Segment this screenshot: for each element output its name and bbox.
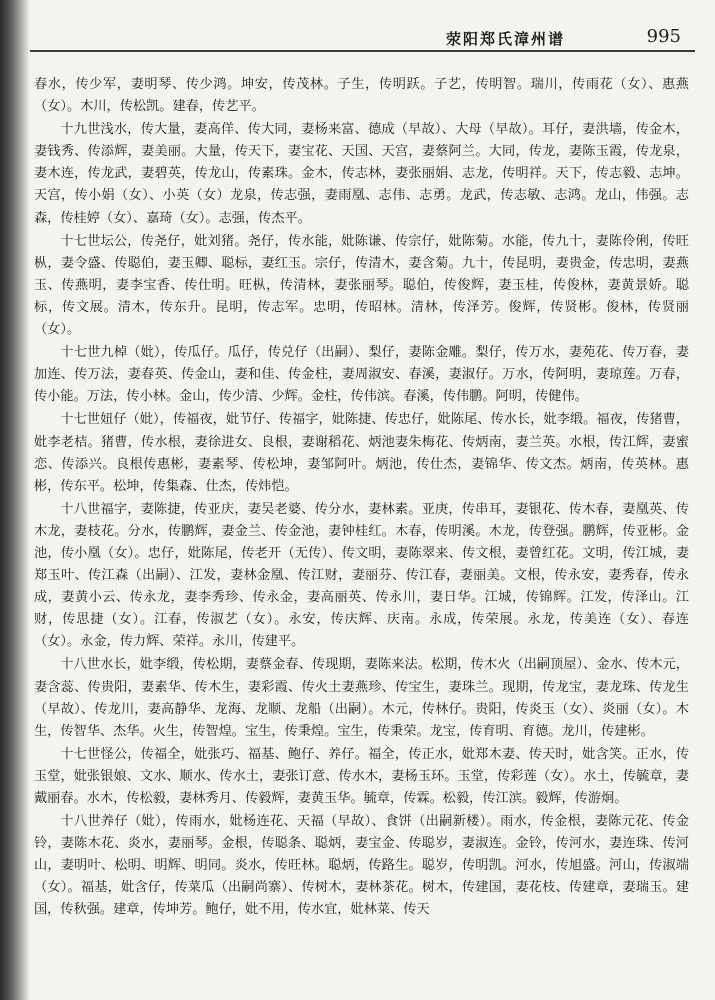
page-header: [30, 22, 695, 62]
page-number: 995: [646, 26, 681, 47]
paragraph: 十七世怪公，传福全，妣张巧、福基、鲍仔、养仔。福全，传正水，妣郑木妻、传天时，妣含笑。正水，传玉堂，妣张银娘、文水、顺水、传水土，妻张订意、传水木，妻杨玉环。玉堂，传彩莲（女）。水土，传毓章，妻戴丽春。水木，传松毅，妻林秀月、传毅辉，妻黄玉华。毓章，传霖。松毅，传江滨。毅辉，传游炯。: [34, 746, 689, 806]
page-body: [34, 74, 689, 990]
header-rule: [30, 50, 695, 52]
paragraph: 十七世九棹（妣），传瓜仔。瓜仔，传兑仔（出嗣）、梨仔，妻陈金雕。梨仔，传万水，妻苑花、传万春，妻加连、传万法，妻春英、传金山，妻和佳、传金柱，妻周淑安、春溪，妻淑仔。万水，传阿明，妻琼莲。万春，传小能。万法，传小林。金山，传少清、少辉。金柱，传伟滨。春溪，传伟鹏。阿明，传健伟。: [34, 345, 689, 405]
paragraph: 十七世妞仔（妣），传福夜，妣节仔、传福字，妣陈捷、传忠仔，妣陈尾、传水长，妣李缎。福夜，传猪曹，妣李老桔。猪曹，传水根，妻徐进女、良根，妻谢稻花、炳池妻朱梅花、传炳南，妻兰英。水根，传江辉，妻蜜恋、传添兴。良根传惠彬，妻素琴、传松坤，妻邹阿叶。炳池，传仕杰，妻锦华、传文杰。炳南，传英林。惠彬，传东平。松坤，传集森、仕杰，传炜恺。: [34, 412, 689, 494]
paragraph: 十八世福字，妻陈捷，传亚庆，妻吴老婆、传分水，妻林素。亚庚，传串耳，妻银花、传木春，妻凰英、传木龙，妻枝花。分水，传鹏辉，妻金兰、传金池，妻钟桂红。木春，传明溪。木龙，传登强。鹏辉，传亚彬。金池，传小凰（女）。忠仔，妣陈尾，传老开（无传）、传文明，妻陈翠来、传文根，妻曾红花。文明，传江城，妻郑玉叶、传江森（出嗣）、江发，妻林金凰、传江财，妻丽芬、传江春，妻丽美。文根，传永安，妻秀春，传永成，妻黄小云、传永龙，妻李秀珍、传永金，妻高丽英、传永川，妻日华。江城，传锦辉。江发，传泽山。江财，传思捷（女）。江春，传淑艺（女）。永安，传庆辉、庆南。永成，传荣展。永龙，传美连（女）、春连（女）。永金，传力辉、荣祥。永川，传建平。: [34, 501, 689, 650]
binding-shadow: [0, 0, 30, 1000]
paragraph: 十八世水长，妣李缎，传松期，妻蔡金春、传现期，妻陈来法。松期，传木火（出嗣顶屋）、金水、传木元，妻含蕊、传贵阳，妻素华、传木生，妻彩霞、传火土妻燕珍、传宝生，妻珠兰。现期，传龙宝，妻龙珠、传龙生（早故）、传龙川，妻高静华、龙海、龙顺、龙船（出嗣）。木元，传林仔。贵阳，传炎玉（女）、炎丽（女）。木生，传智华、杰华。火生，传智煌。宝生，传秉煌。宝生，传秉荣。龙宝，传育明、育德。龙川，传建彬。: [34, 657, 689, 739]
paragraph: 十八世养仔（妣），传雨水，妣杨连花、天福（早故）、食饼（出嗣新楼）。雨水，传金根，妻陈元花、传金铃，妻陈木花、炎水，妻丽琴。金根，传聪条、聪炳，妻宝金、传聪岁，妻淑连。金铃，传河水，妻连珠、传河山，妻明叶、松明、明辉、明同。炎水，传旺林。聪炳，传路生。聪岁，传明凯。河水，传旭盛。河山，传淑端（女）。福基，妣含仔，传菜瓜（出嗣尚寨）、传树木，妻林茶花。树木，传建国，妻花枝、传建章，妻瑞玉。建国，传秋强。建章，传坤芳。鲍仔，妣不用，传水宜，妣林菜、传天: [34, 814, 689, 918]
paragraph: 春水，传少军，妻明琴、传少鸿。坤安，传茂林。子生，传明跃。子艺，传明智。瑞川，传雨花（女）、惠燕（女）。木川，传松凯。建春，传艺平。: [34, 77, 689, 115]
running-title: 荥阳郑氏漳州谱: [445, 30, 565, 48]
paragraph: 十七世坛公，传尧仔，妣刘猪。尧仔，传水能，妣陈谦、传宗仔，妣陈菊。水能，传九十，妻陈伶俐，传旺枞，妻令盛、传聪伯，妻玉卿、聪标，妻红玉。宗仔，传清木，妻含菊。九十，传昆明，妻贵金，传忠明，妻燕玉、传燕明，妻李宝香、传仕明。旺枞，传清林，妻张丽琴。聪伯，传俊辉，妻玉桂，传俊林，妻黄景娇。聪标，传文展。清木，传东升。昆明，传志军。忠明，传昭林。清林，传泽芳。俊辉，传贤彬。俊林，传贤丽（女）。: [34, 233, 689, 338]
paragraph: 十九世浅水，传大量，妻高佯、传大同，妻杨来富、德成（早故）、大母（早故）。耳仔，妻洪墙，传金木，妻钱秀、传添辉，妻美丽。大量，传天下，妻宝花、天国、天宫，妻蔡阿兰。大同，传龙，妻陈玉霞，传龙泉，妻木连，传龙武，妻碧英，传龙山，传素珠。金木，传志林，妻张丽娟、志龙，传明祥。天下，传志毅、志坤。天宫，传小娟（女）、小英（女）龙泉，传志强，妻雨凰、志伟、志勇。龙武，传志敏、志鸿。龙山，伟强。志森，传桂婷（女）、嘉琦（女）。志强，传杰平。: [34, 122, 689, 226]
